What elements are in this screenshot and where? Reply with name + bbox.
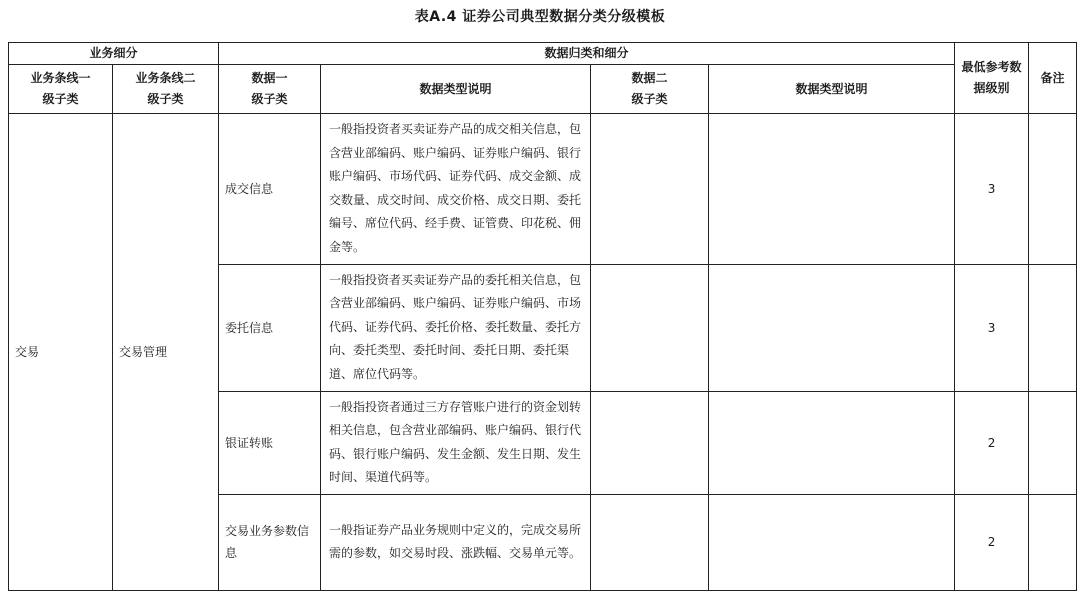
description-2-cell [709,114,955,265]
header-row-2 [9,65,1077,114]
description-cell: 一般指证券产品业务规则中定义的，完成交易所需的参数，如交易时段、涨跌幅、交易单元等。 [321,494,591,590]
business-line-l2-cell: 交易管理 [113,114,219,591]
header-remark: 备注 [1029,43,1077,114]
data-l1-cell: 交易业务参数信息 [219,494,321,590]
remark-cell [1029,264,1077,391]
description-2-cell [709,494,955,590]
level-cell: 3 [955,264,1029,391]
level-cell: 2 [955,494,1029,590]
remark-cell [1029,114,1077,265]
header-data-type-desc: 数据类型说明 [321,65,591,114]
classification-table [8,42,1077,591]
header-row-1 [9,43,1077,65]
remark-cell [1029,391,1077,494]
header-business-line-l2: 业务条线二级子类 [113,65,219,114]
table-row [9,114,1077,265]
business-line-l1-cell: 交易 [9,114,113,591]
header-business-breakdown: 业务细分 [9,43,219,65]
description-cell: 一般指投资者通过三方存管账户进行的资金划转相关信息，包含营业部编码、账户编码、银行代码、银行账户编码、发生金额、发生日期、发生时间、渠道代码等。 [321,391,591,494]
level-cell: 3 [955,114,1029,265]
header-data-classification: 数据归类和细分 [219,43,955,65]
description-cell: 一般指投资者买卖证券产品的成交相关信息，包含营业部编码、账户编码、证券账户编码、银行账户编码、市场代码、证券代码、成交金额、成交数量、成交时间、成交价格、成交日期、委托编号、席位代码、经手费、证管费、印花税、佣金等。 [321,114,591,265]
description-2-cell [709,264,955,391]
data-l2-cell [591,264,709,391]
header-data-l1: 数据一级子类 [219,65,321,114]
data-l1-cell: 成交信息 [219,114,321,265]
description-cell: 一般指投资者买卖证券产品的委托相关信息，包含营业部编码、账户编码、证券账户编码、市场代码、证券代码、委托价格、委托数量、委托方向、委托类型、委托时间、委托日期、委托渠道、席位代码等。 [321,264,591,391]
remark-cell [1029,494,1077,590]
header-data-type-desc-2: 数据类型说明 [709,65,955,114]
header-data-l2: 数据二级子类 [591,65,709,114]
data-l1-cell: 委托信息 [219,264,321,391]
level-cell: 2 [955,391,1029,494]
data-l1-cell: 银证转账 [219,391,321,494]
data-l2-cell [591,114,709,265]
data-l2-cell [591,494,709,590]
header-min-level: 最低参考数据级别 [955,43,1029,114]
description-2-cell [709,391,955,494]
header-business-line-l1: 业务条线一级子类 [9,65,113,114]
table-title: 表A.4 证券公司典型数据分类分级模板 [414,9,666,25]
data-l2-cell [591,391,709,494]
